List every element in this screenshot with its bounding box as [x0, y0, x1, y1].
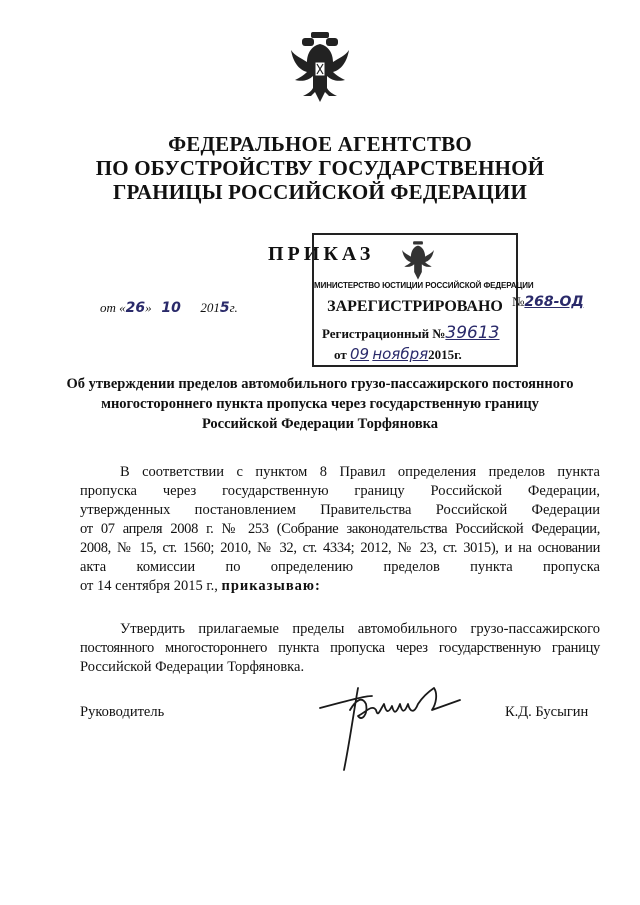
reg-year-prefix: 20	[428, 347, 442, 362]
title-line-2: многостороннего пункта пропуска через государственную границу	[101, 396, 539, 412]
para1-line-1: В соответствии с пунктом 8 Правил определения пределов пункта	[120, 464, 600, 480]
para1-line-3: утвержденных постановлением Правительства Российской Федерации	[80, 502, 600, 518]
para2-line-3: Российской Федерации Торфяновка.	[80, 659, 305, 675]
para1-line-4: от 07 апреля 2008 г. № 253 (Собрание законодательства Российской Федерации,	[80, 521, 600, 537]
para1-line-5: 2008, № 15, ст. 1560; 2010, № 32, ст. 4334; 2012, № 23, ст. 3015), и на основании	[80, 540, 600, 556]
para1-line-2: пропуска через государственную границу Российской Федерации,	[80, 483, 600, 499]
stamp-eagle-icon	[401, 241, 435, 281]
reg-month: ноября	[372, 345, 429, 363]
document-type: ПРИКАЗ	[268, 243, 375, 265]
signer-name: К.Д. Бусыгин	[505, 704, 589, 720]
date-prefix: от «	[100, 300, 126, 315]
agency-line-3: ГРАНИЦЫ РОССИЙСКОЙ ФЕДЕРАЦИИ	[112, 180, 528, 204]
para2-line-2: постоянного многостороннего пункта пропуска через государственную границу	[80, 640, 600, 656]
order-date	[100, 300, 238, 316]
number-prefix: №	[512, 294, 525, 309]
date-mid: »	[145, 300, 152, 315]
order-year-prefix: 201	[200, 300, 220, 315]
coat-of-arms-icon	[289, 32, 351, 104]
order-year-suffix: г.	[229, 300, 238, 315]
reg-number-value: 39613	[445, 323, 500, 343]
reg-year-suffix: 15г.	[441, 347, 462, 362]
agency-name	[0, 132, 640, 204]
stamp-ministry: МИНИСТЕРСТВО ЮСТИЦИИ РОССИЙСКОЙ ФЕДЕРАЦИИ	[314, 281, 534, 290]
order-month: 10	[161, 300, 181, 316]
handwritten-signature	[310, 670, 470, 780]
para1-line-7-text: от 14 сентября 2015 г.,	[80, 578, 218, 594]
reg-number-label: Регистрационный №	[322, 326, 446, 341]
paragraph-decision	[80, 620, 600, 677]
order-number	[512, 294, 584, 310]
stamp-registered: ЗАРЕГИСТРИРОВАНО	[327, 298, 503, 315]
signer-position: Руководитель	[80, 704, 165, 720]
para1-line-7	[80, 577, 600, 596]
order-number-value: 268-ОД	[524, 294, 584, 310]
para1-line-6: акта комиссии по определению пределов пункта пропуска	[80, 559, 600, 575]
title-line-1: Об утверждении пределов автомобильного грузо-пассажирского постоянного	[66, 376, 574, 392]
order-year-digit: 5	[219, 300, 230, 316]
agency-line-2: ПО ОБУСТРОЙСТВУ ГОСУДАРСТВЕННОЙ	[95, 156, 545, 180]
reg-date-label: от	[334, 347, 347, 362]
paragraph-basis	[80, 463, 600, 596]
reg-day: 09	[349, 345, 370, 363]
stamp-registration-number	[322, 323, 500, 343]
stamp-registration-date	[334, 345, 462, 363]
para2-line-1: Утвердить прилагаемые пределы автомобильного грузо-пассажирского	[120, 621, 600, 637]
order-verb: приказываю:	[221, 578, 321, 594]
agency-line-1: ФЕДЕРАЛЬНОЕ АГЕНТСТВО	[168, 132, 472, 156]
registration-stamp	[312, 233, 534, 367]
title-line-3: Российской Федерации Торфяновка	[201, 416, 439, 432]
order-day: 26	[125, 300, 146, 316]
document-title	[0, 374, 640, 434]
